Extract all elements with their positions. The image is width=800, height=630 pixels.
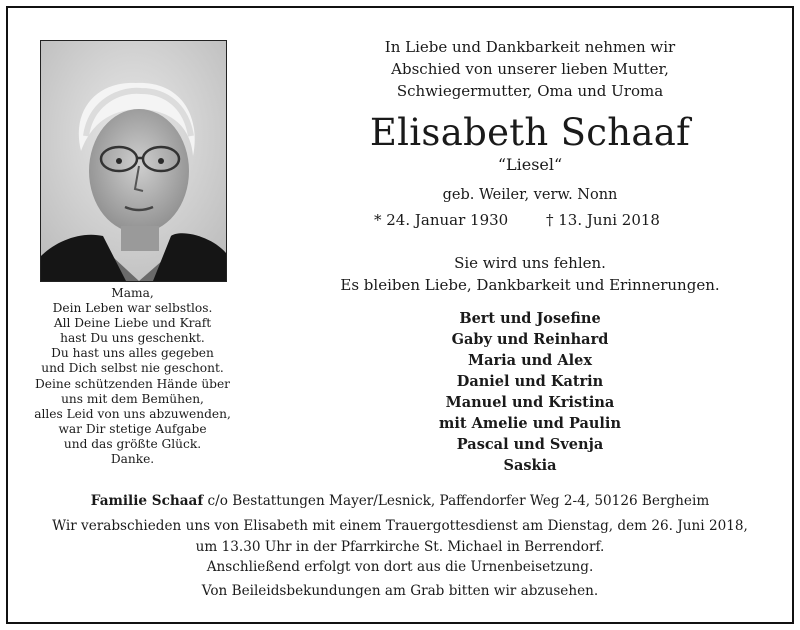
family-entry: Saskia xyxy=(503,457,557,474)
service-info xyxy=(20,516,780,558)
intro-line: Abschied von unserer lieben Mutter, xyxy=(391,60,669,78)
family-entry: Pascal und Svenja xyxy=(456,436,604,453)
poem-line: war Dir stetige Aufgabe xyxy=(58,421,207,436)
intro-line: Schwiegermutter, Oma und Uroma xyxy=(396,82,664,100)
poem-line: Danke. xyxy=(110,452,155,467)
closing-line: Es bleiben Liebe, Dankbarkeit und Erinnerungen. xyxy=(340,276,720,294)
poem-line: und Dich selbst nie geschont. xyxy=(41,361,224,376)
poem-line: Mama, xyxy=(111,286,154,300)
family-entry: Maria und Alex xyxy=(468,352,592,369)
intro-line: In Liebe und Dankbarkeit nehmen wir xyxy=(384,38,676,56)
poem-line: Deine schützenden Hände über xyxy=(34,376,231,391)
family-list xyxy=(270,308,790,476)
death-date: † 13. Juni 2018 xyxy=(546,211,660,229)
poem-line: All Deine Liebe und Kraft xyxy=(53,316,212,331)
condolence-request: Von Beileidsbekundungen am Grab bitten wir abzusehen. xyxy=(201,583,599,599)
deceased-name: Elisabeth Schaaf xyxy=(369,111,691,154)
birth-date: * 24. Januar 1930 xyxy=(374,211,509,229)
family-entry: Manuel und Kristina xyxy=(445,394,615,411)
birth-names: geb. Weiler, verw. Nonn xyxy=(442,187,618,203)
intro-text xyxy=(270,36,790,102)
poem-line: uns mit dem Bemühen, xyxy=(61,391,204,406)
poem-line: Du hast uns alles gegeben xyxy=(51,346,214,361)
family-entry: Daniel und Katrin xyxy=(456,373,604,390)
contact-line xyxy=(20,491,780,512)
family-entry: Gaby und Reinhard xyxy=(451,331,609,348)
family-name: Familie Schaaf xyxy=(90,493,204,509)
poem xyxy=(30,286,235,467)
family-entry: mit Amelie und Paulin xyxy=(439,415,621,432)
deceased-nickname: “Liesel“ xyxy=(497,155,563,174)
poem-line: hast Du uns geschenkt. xyxy=(60,331,205,346)
life-dates xyxy=(270,211,790,235)
contact-address: c/o Bestattungen Mayer/Lesnick, Paffendorfer Weg 2-4, 50126 Bergheim xyxy=(203,493,710,509)
poem-line: alles Leid von uns abzuwenden, xyxy=(34,406,231,421)
poem-line: Dein Leben war selbstlos. xyxy=(52,301,213,316)
portrait-photo xyxy=(40,40,227,282)
service-line: um 13.30 Uhr in der Pfarrkirche St. Michael in Berrendorf. xyxy=(195,539,605,555)
poem-line: und das größte Glück. xyxy=(63,436,202,451)
family-entry: Bert und Josefine xyxy=(459,310,601,327)
closing-line: Sie wird uns fehlen. xyxy=(454,254,606,272)
burial-info: Anschließend erfolgt von dort aus die Urnenbeisetzung. xyxy=(206,559,594,575)
service-line: Wir verabschieden uns von Elisabeth mit einem Trauergottesdienst am Dienstag, dem 26. Juni 2018, xyxy=(52,518,748,534)
closing-text xyxy=(270,252,790,296)
